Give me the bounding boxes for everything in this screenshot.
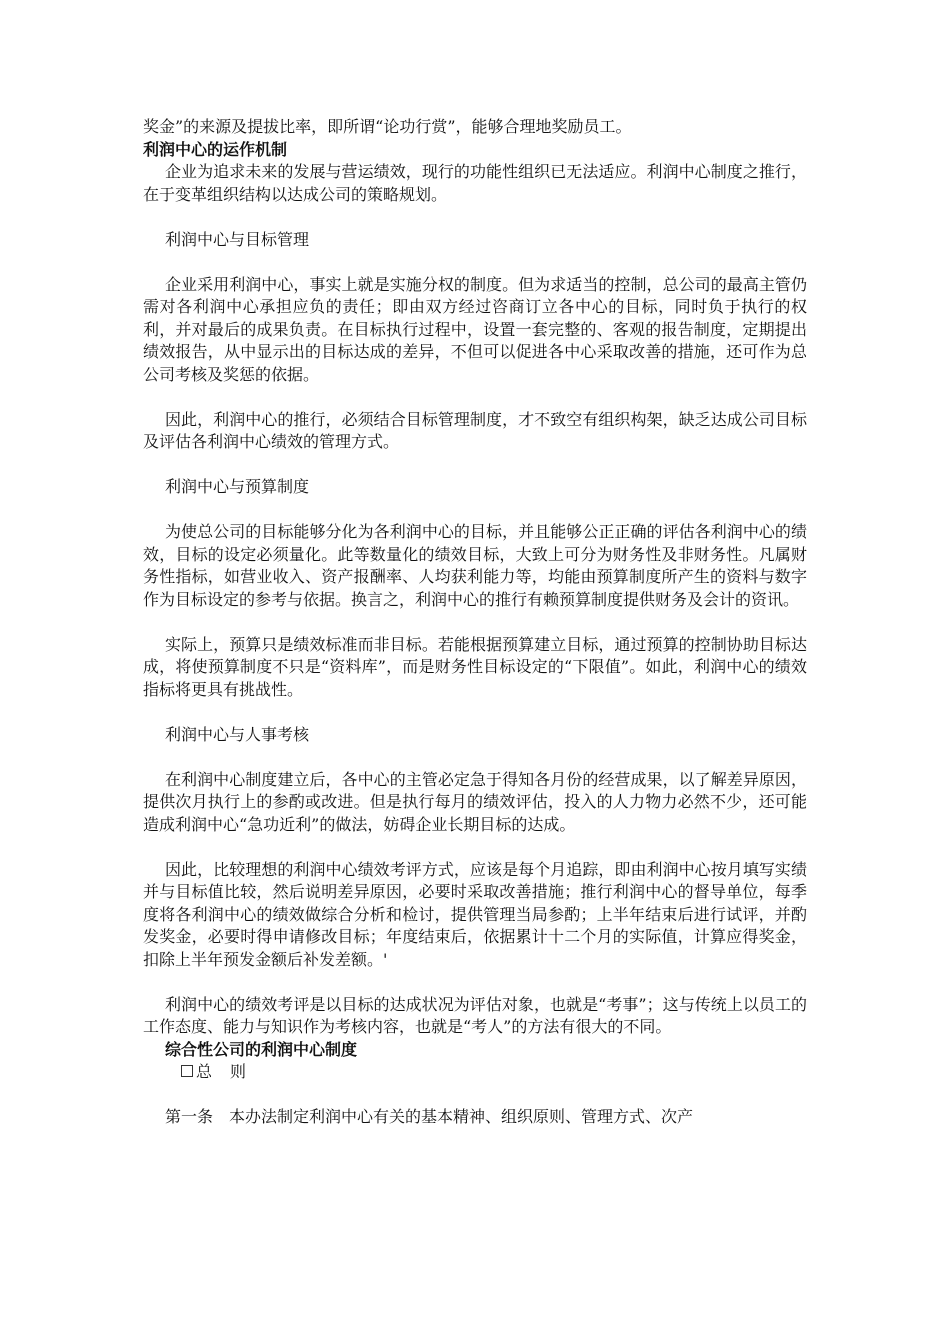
spacer (143, 206, 807, 229)
checkbox-square-icon (181, 1065, 193, 1077)
spacer (143, 746, 807, 769)
paragraph-decentralization: 企业采用利润中心，事实上就是实施分权的制度。但为求适当的控制，总公司的最高主管仍需对各利润中心承担应负的责任；即由双方经过咨商订立各中心的目标，同时负于执行的权利，并对最后的成果负责。在目标执行过程中，设置一套完整的、客观的报告制度，定期提出绩效报告，从中显示出的目标达成的差异，不但可以促进各中心采取改善的措施，还可作为总公司考核及奖惩的依据。 (143, 274, 807, 384)
spacer (143, 971, 807, 994)
subheading-personnel-evaluation: 利润中心与人事考核 (165, 724, 310, 744)
paragraph-intro: 企业为追求未来的发展与营运绩效，现行的功能性组织已无法适应。利润中心制度之推行，在于变革组织结构以达成公司的策略规划。 (143, 162, 807, 204)
spacer (143, 499, 807, 522)
subheading-budget-system: 利润中心与预算制度 (165, 477, 310, 496)
paragraph-continuation: 奖金”的来源及提拔比率，即所谓“论功行赏”，能够合理地奖励员工。 (143, 117, 632, 136)
spacer (143, 836, 807, 859)
paragraph-evaluate-matters: 利润中心的绩效考评是以目标的达成状况为评估对象，也就是“考事”；这与传统上以员工的工作态度、能力与知识作为考核内容，也就是“考人”的方法有很大的不同。 (143, 994, 807, 1036)
spacer (143, 1084, 807, 1107)
subheading-objective-management: 利润中心与目标管理 (165, 229, 310, 249)
general-provisions-label (143, 1061, 807, 1084)
paragraph-ideal-evaluation: 因此，比较理想的利润中心绩效考评方式，应该是每个月追踪，即由利润中心按月填写实绩并与目标值比较，然后说明差异原因，必要时采取改善措施；推行利润中心的督导单位，每季度将各利润中心的绩效做综合分析和检讨，提供管理当局参酌；上半年结束后进行试评，并酌发奖金，必要时得申请修改目标；年度结束后，依据累计十二个月的实际值，计算应得奖金，扣除上半年预发金额后补发差额。' (143, 859, 807, 969)
spacer (143, 251, 807, 274)
section-heading-comprehensive-company: 综合性公司的利润中心制度 (165, 1039, 358, 1059)
general-provisions-text: 总 则 (196, 1062, 248, 1081)
spacer (143, 454, 807, 477)
paragraph-monthly-results: 在利润中心制度建立后，各中心的主管必定急于得知各月份的经营成果，以了解差异原因，提供次月执行上的参酌或改进。但是执行每月的绩效评估，投入的人力物力必然不少，还可能造成利润中心“急功近利”的做法，妨碍企业长期目标的达成。 (143, 769, 807, 834)
spacer (143, 611, 807, 634)
paragraph-quantified-targets: 为使总公司的目标能够分化为各利润中心的目标，并且能够公正正确的评估各利润中心的绩效，目标的设定必须量化。此等数量化的绩效目标，大致上可分为财务性及非财务性。凡属财务性指标，如营业收入、资产报酬率、人均获利能力等，均能由预算制度所产生的资料与数字作为目标设定的参考与依据。换言之，利润中心的推行有赖预算制度提供财务及会计的资讯。 (143, 522, 807, 609)
section-heading-operation-mechanism: 利润中心的运作机制 (143, 139, 288, 159)
document-page (143, 116, 807, 1129)
spacer (143, 701, 807, 724)
paragraph-budget-standard: 实际上，预算只是绩效标准而非目标。若能根据预算建立目标，通过预算的控制协助目标达成，将使预算制度不只是“资料库”，而是财务性目标设定的“下限值”。如此，利润中心的绩效指标将更具有挑战性。 (143, 634, 807, 699)
paragraph-therefore-objective: 因此，利润中心的推行，必须结合目标管理制度，才不致空有组织构架，缺乏达成公司目标及评估各利润中心绩效的管理方式。 (143, 409, 807, 451)
spacer (143, 386, 807, 409)
article-one: 第一条 本办法制定利润中心有关的基本精神、组织原则、管理方式、次产 (165, 1107, 694, 1126)
